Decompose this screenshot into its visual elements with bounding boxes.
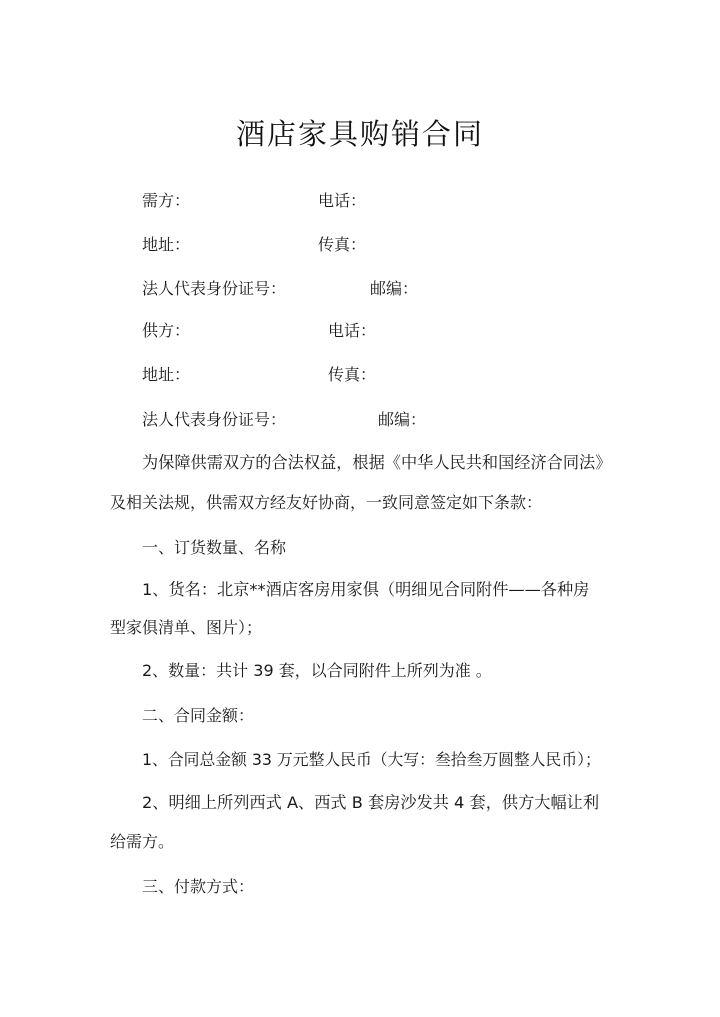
clause-sofa-discount-line-1: 2、明细上所列西式 A、西式 B 套房沙发共 4 套，供方大幅让利 <box>142 793 600 812</box>
supplier-legal-rep-id-label: 法人代表身份证号： <box>142 410 287 429</box>
preamble-line-2: 及相关法规，供需双方经友好协商，一致同意签定如下条款： <box>110 493 543 512</box>
section-heading: 一、订货数量、名称 <box>142 538 287 557</box>
buyer-fax-label: 传真： <box>318 235 367 254</box>
supplier-fax-label: 传真： <box>328 365 377 384</box>
section-heading: 二、合同金额： <box>142 706 255 725</box>
buyer-legal-rep-id-label: 法人代表身份证号： <box>142 279 287 298</box>
clause-goods-name-line-1: 1、货名：北京**酒店客房用家俱（明细见合同附件——各种房 <box>142 580 590 599</box>
supplier-postcode-label: 邮编： <box>378 410 427 429</box>
buyer-party-label: 需方： <box>142 191 191 210</box>
buyer-postcode-label: 邮编： <box>370 279 419 298</box>
supplier-phone-label: 电话： <box>328 321 377 340</box>
clause-goods-name-line-2: 型家俱清单、图片）； <box>110 618 263 637</box>
buyer-address-label: 地址： <box>142 235 191 254</box>
supplier-address-label: 地址： <box>142 365 191 384</box>
clause-quantity: 2、数量：共计 39 套，以合同附件上所列为准 。 <box>142 661 492 680</box>
section-heading: 三、付款方式： <box>142 877 255 896</box>
supplier-party-label: 供方： <box>142 321 191 340</box>
preamble-line-1: 为保障供需双方的合法权益，根据《中华人民共和国经济合同法》 <box>142 453 612 472</box>
document-title: 酒店家具购销合同 <box>235 117 484 151</box>
buyer-phone-label: 电话： <box>318 191 367 210</box>
clause-sofa-discount-line-2: 给需方。 <box>110 832 175 851</box>
clause-total-amount: 1、合同总金额 33 万元整人民币（大写：叁拾叁万圆整人民币）； <box>142 750 601 769</box>
